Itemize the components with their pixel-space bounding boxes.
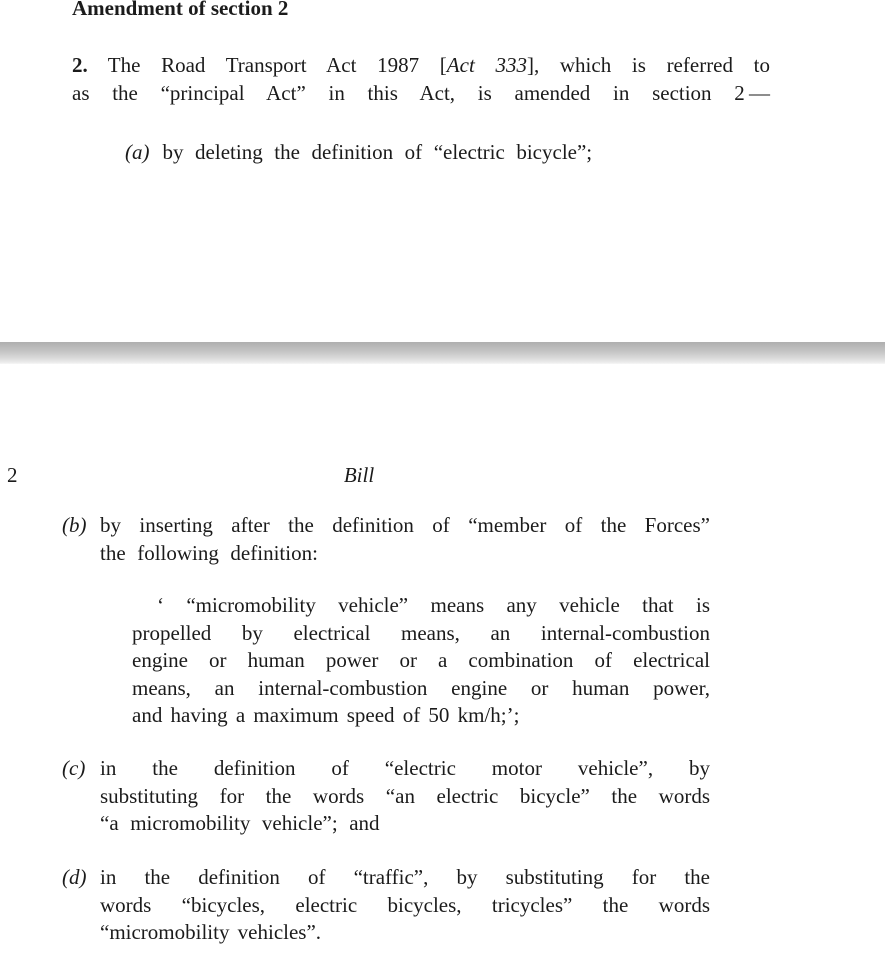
text-line: “a micromobility vehicle”; and [100, 811, 380, 835]
text-line: the following definition: [100, 540, 318, 565]
clause-2b [62, 512, 710, 567]
section-heading: Amendment of section 2 [72, 0, 289, 20]
definition-block [132, 592, 710, 730]
running-head: Bill [343, 463, 375, 487]
text-line: engine or human power or a combination of electrical [132, 648, 710, 672]
clause-2d-label: (d) [62, 865, 87, 889]
clause-2d [62, 864, 710, 947]
text-line: as the “principal Act” in this Act, is amended in section 2 — [72, 80, 770, 105]
text-line: means, an internal-combustion engine or human power, [132, 675, 710, 700]
act-citation: Act 333 [446, 53, 527, 77]
clause-2a-label: (a) [125, 140, 150, 164]
clause-2a [125, 139, 785, 167]
text-line: in the definition of “electric motor vehicle”, by [100, 756, 710, 780]
clause-2c [62, 755, 710, 838]
clause-number: 2. [72, 53, 88, 77]
text-line: and having a maximum speed of 50 km/h;’; [132, 703, 520, 727]
page-separator [0, 342, 885, 364]
text-line: ‘ “micromobility vehicle” means any vehicle that is [157, 593, 710, 617]
clause-2-paragraph [72, 52, 770, 107]
page-number: 2 [7, 463, 18, 487]
text-line: “micromobility vehicles”. [100, 920, 322, 944]
clause-2a-text: by deleting the definition of “electric bicycle”; [162, 140, 593, 164]
clause-2b-label: (b) [62, 513, 87, 537]
text-line: words “bicycles, electric bicycles, tricycles” the words [100, 892, 710, 917]
clause-2c-label: (c) [62, 756, 86, 780]
clause-text: ], which is referred to [526, 53, 771, 77]
text-line: by inserting after the definition of “member of the Forces” [100, 513, 710, 537]
text-line: propelled by electrical means, an internal-combustion [132, 620, 710, 645]
text-line: in the definition of “traffic”, by substituting for the [100, 865, 710, 889]
text-line [72, 52, 770, 80]
clause-text: The Road Transport Act 1987 [ [107, 53, 447, 77]
text-line: substituting for the words “an electric bicycle” the words [100, 783, 710, 808]
